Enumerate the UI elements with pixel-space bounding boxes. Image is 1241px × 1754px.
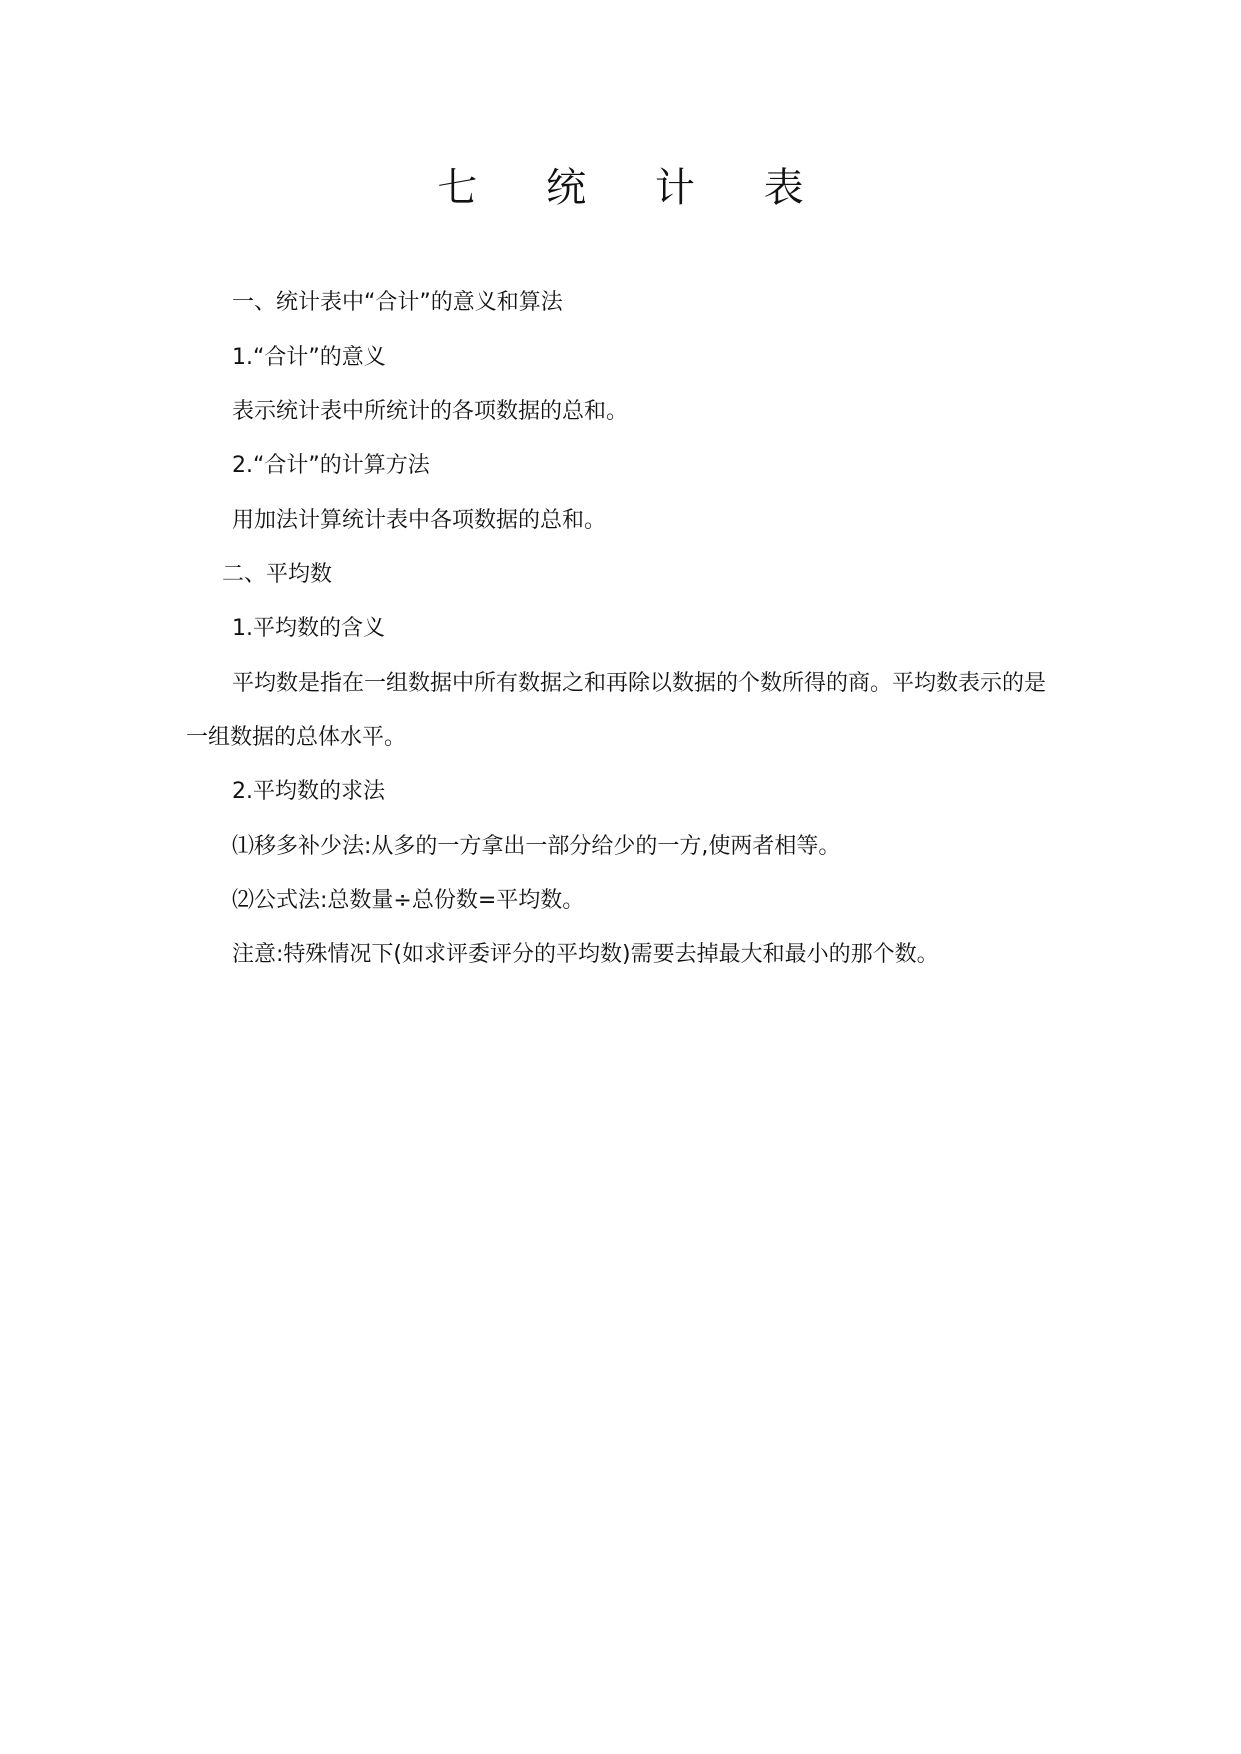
- section-heading-total: 一、统计表中“合计”的意义和算法: [232, 290, 563, 315]
- subheading-total-meaning: 1.“合计”的意义: [232, 345, 386, 370]
- subheading-average-methods: 2.平均数的求法: [232, 779, 385, 804]
- paragraph-total-meaning: 表示统计表中所统计的各项数据的总和。: [232, 399, 629, 424]
- note-special-case: 注意:特殊情况下(如求评委评分的平均数)需要去掉最大和最小的那个数。: [232, 942, 939, 967]
- subheading-average-meaning: 1.平均数的含义: [232, 616, 385, 641]
- paragraph-average-meaning-line-2: 一组数据的总体水平。: [186, 725, 407, 750]
- section-heading-average: 二、平均数: [222, 562, 333, 587]
- page-title: 七 统 计 表: [437, 165, 832, 211]
- method-formula: ⑵公式法:总数量÷总份数=平均数。: [232, 888, 585, 913]
- paragraph-average-meaning-line-1: 平均数是指在一组数据中所有数据之和再除以数据的个数所得的商。平均数表示的是: [232, 671, 1047, 696]
- paragraph-total-method: 用加法计算统计表中各项数据的总和。: [232, 508, 607, 533]
- subheading-total-method: 2.“合计”的计算方法: [232, 453, 430, 478]
- method-move-balance: ⑴移多补少法:从多的一方拿出一部分给少的一方,使两者相等。: [232, 834, 841, 859]
